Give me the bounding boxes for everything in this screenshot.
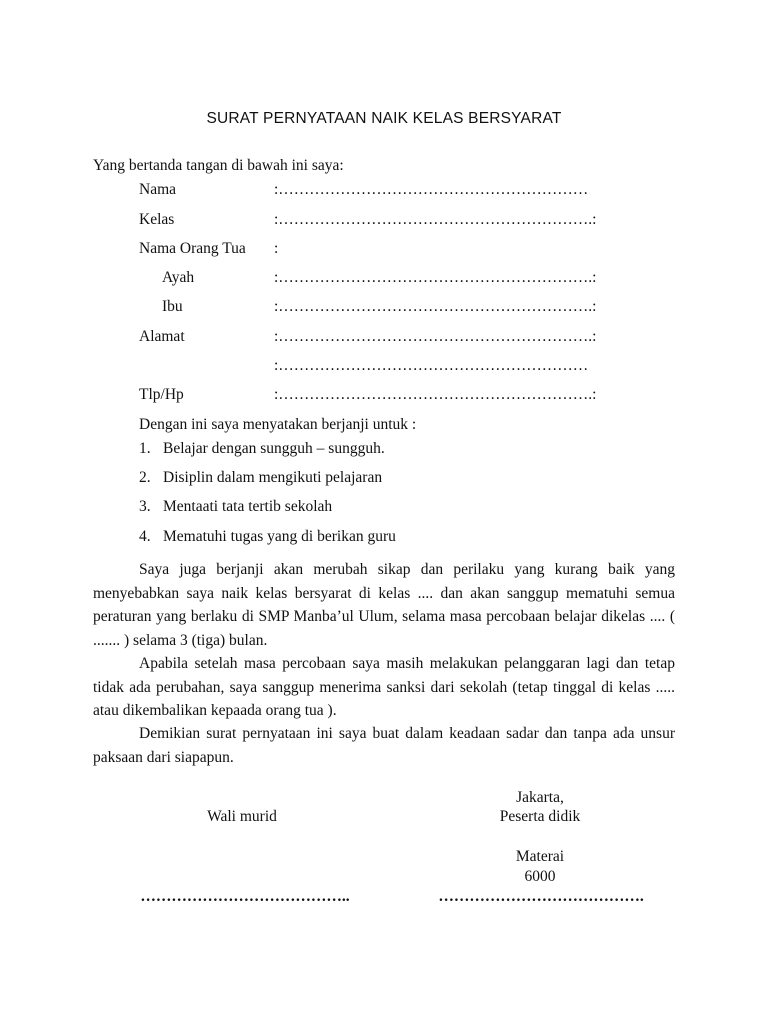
- field-value-ayah: :…………………………………………………….:: [274, 269, 597, 286]
- stamp-value: 6000: [524, 868, 556, 885]
- signature-label-peserta-didik: Peserta didik: [499, 808, 581, 825]
- pledge-number: 3.: [139, 498, 151, 515]
- signature-line-wali-murid: …………………………………..: [140, 888, 350, 905]
- pledge-text: Mentaati tata tertib sekolah: [163, 498, 333, 515]
- pledge-text: Belajar dengan sungguh – sungguh.: [163, 440, 385, 457]
- field-label-tlp-hp: Tlp/Hp: [139, 386, 184, 403]
- pledge-text: Mematuhi tugas yang di berikan guru: [163, 528, 396, 545]
- pledge-intro: Dengan ini saya menyatakan berjanji untuk :: [139, 416, 417, 433]
- field-value-kelas: :…………………………………………………….:: [274, 211, 597, 228]
- paragraph-promise: Saya juga berjanji akan merubah sikap dan perilaku yang kurang baik yang menyebabkan saya naik kelas bersyarat di kelas .... dan akan sanggup mematuhi semua peraturan yang berlaku di SMP Manba’ul Ulum, selama masa percobaan belajar dikelas .... ( ....... ) selama 3 (tiga) bulan.: [93, 561, 675, 649]
- field-label-nama-orang-tua: Nama Orang Tua: [139, 240, 246, 257]
- stamp-label: Materai: [515, 848, 565, 865]
- field-value-nama: :……………………………………………………: [274, 181, 589, 198]
- intro-text: Yang bertanda tangan di bawah ini saya:: [93, 157, 344, 174]
- pledge-number: 4.: [139, 528, 151, 545]
- pledge-item: [139, 469, 382, 487]
- field-value-alamat: :…………………………………………………….:: [274, 328, 597, 345]
- field-label-nama: Nama: [139, 181, 177, 198]
- field-label-kelas: Kelas: [139, 211, 175, 228]
- field-label-ibu: Ibu: [162, 298, 183, 315]
- field-value-nama-orang-tua: :: [274, 240, 279, 257]
- field-label-alamat: Alamat: [139, 328, 185, 345]
- field-label-ayah: Ayah: [162, 269, 195, 286]
- pledge-text: Disiplin dalam mengikuti pelajaran: [163, 469, 383, 486]
- field-value-ibu: :…………………………………………………….:: [274, 298, 597, 315]
- paragraph-closing: Demikian surat pernyataan ini saya buat dalam keadaan sadar dan tanpa ada unsur paksaan dari siapapun.: [93, 725, 675, 766]
- pledge-number: 2.: [139, 469, 151, 486]
- field-value-alamat-line2: :……………………………………………………: [274, 357, 589, 374]
- paragraph-consequence: Apabila setelah masa percobaan saya masih melakukan pelanggaran lagi dan tetap tidak ada perubahan, saya sanggup menerima sanksi dari sekolah (tetap tinggal di kelas ..... atau dikembalikan kepaada orang tua ).: [93, 655, 675, 719]
- pledge-item: [139, 498, 332, 516]
- document-title: SURAT PERNYATAAN NAIK KELAS BERSYARAT: [206, 110, 562, 127]
- signature-line-peserta-didik: ………………………………….: [438, 888, 644, 905]
- field-value-tlp-hp: :…………………………………………………….:: [274, 386, 597, 403]
- pledge-number: 1.: [139, 440, 151, 457]
- pledge-item: [139, 528, 396, 546]
- signature-place: Jakarta,: [516, 789, 564, 806]
- pledge-item: [139, 440, 385, 458]
- signature-label-wali-murid: Wali murid: [207, 808, 277, 825]
